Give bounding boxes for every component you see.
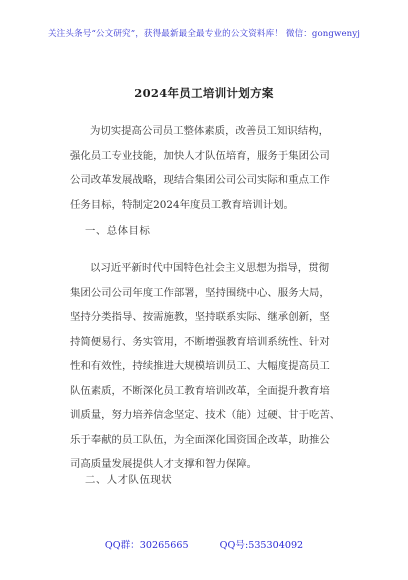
goals-line: 以习近平新时代中国特色社会主义思想为指导，贯彻 [90,262,329,274]
qq-number-text: QQ号:535304092 [219,540,304,551]
footer-contact [0,537,408,551]
goals-paragraph [70,256,350,477]
intro-line: 为切实提高公司员工整体素质，改善员工知识结构， [90,125,329,137]
header-banner: 关注头条号“公文研究”，获得最新最全最专业的公文资料库！ 微信：gongwenyj [47,29,361,39]
intro-paragraph [70,119,350,217]
goals-line: 司高质量发展提供人才支撑和智力保障。 [70,458,258,470]
section-heading-goals: 一、总体目标 [85,225,151,237]
goals-line: 性和有效性，持续推进大规模培训员工、大幅度提高员工 [70,360,330,372]
goals-line: 队伍素质，不断深化员工教育培训改革，全面提升教育培 [70,384,330,397]
goals-line: 持简便易行、务实管用，不断增强教育培训系统性、针对 [70,335,330,348]
intro-line: 任务目标，特制定2024年度员工教育培训计划。 [70,198,294,211]
goals-line: 坚持分类指导、按需施教，坚持联系实际、继承创新，坚 [70,311,330,323]
goals-line: 乐于奉献的员工队伍，为全面深化国资国企改革，助推公 [70,433,330,446]
intro-line: 公司改革发展战略，现结合集团公司公司实际和重点工作 [70,174,330,186]
intro-line: 强化员工专业技能，加快人才队伍培育，服务于集团公司 [70,149,330,162]
goals-line: 集团公司公司年度工作部署，坚持围绕中心、服务大局， [70,286,330,299]
document-title: 2024年员工培训计划方案 [134,86,274,100]
goals-line: 训质量，努力培养信念坚定、技术（能）过硬、甘于吃苦、 [70,409,341,421]
section-heading-talent: 二、人才队伍现状 [85,474,173,486]
qq-group-text: QQ群：30265665 [104,540,189,551]
